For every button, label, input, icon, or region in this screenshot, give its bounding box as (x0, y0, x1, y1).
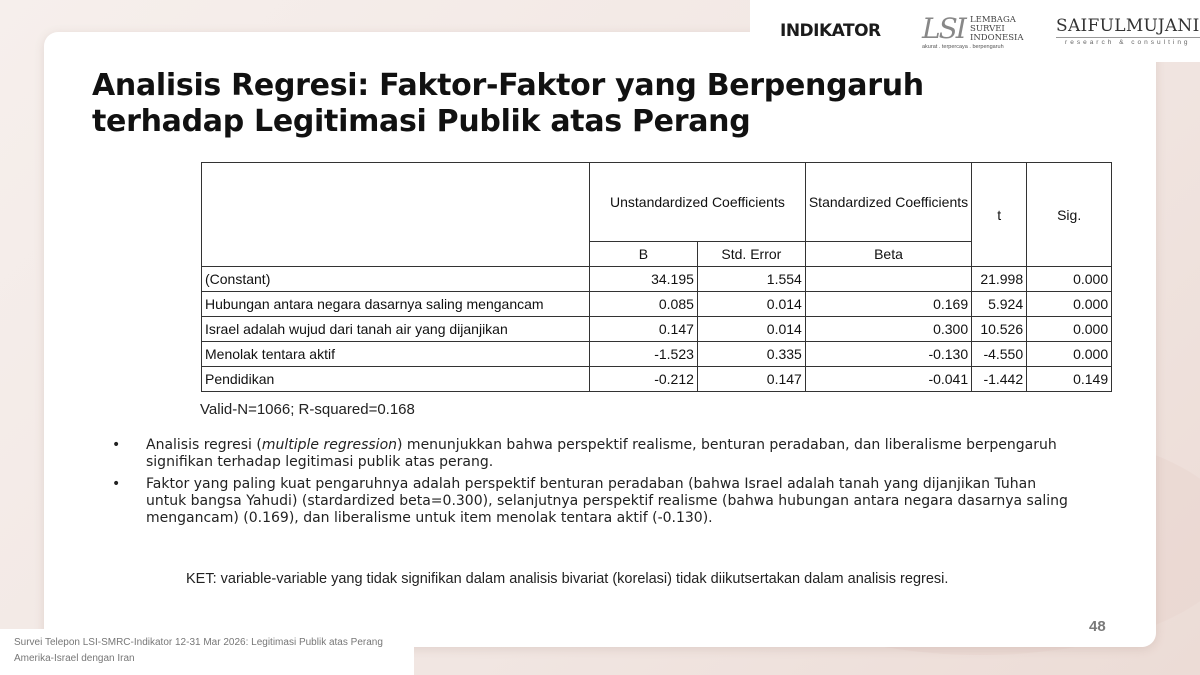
row-label: Israel adalah wujud dari tanah air yang dijanjikan (202, 317, 590, 342)
table-row (202, 367, 1112, 392)
cell-beta (805, 267, 971, 292)
cell-b: 0.085 (590, 292, 698, 317)
indikator-logo (780, 21, 881, 41)
lsi-logo-text: LEMBAGA SURVEI INDONESIA (970, 15, 1024, 43)
page-number: 48 (1089, 618, 1106, 635)
cell-std-error: 0.147 (697, 367, 805, 392)
footer (0, 629, 414, 675)
cell-b: 34.195 (590, 267, 698, 292)
cell-beta: 0.169 (805, 292, 971, 317)
cell-t: -1.442 (972, 367, 1027, 392)
bullet-item: • Analisis regresi (multiple regression) menunjukkan bahwa perspektif realisme, benturan peradaban, dan liberalisme berpengaruh signifikan terhadap legitimasi publik atas perang. (112, 437, 1057, 470)
table-row (202, 342, 1112, 367)
footer-text: Survei Telepon LSI-SMRC-Indikator 12-31 Mar 2026: Legitimasi Publik atas Perang Amerika-Israel dengan Iran (14, 637, 383, 664)
header-t: t (972, 163, 1027, 267)
row-label: (Constant) (202, 267, 590, 292)
cell-sig: 0.000 (1027, 292, 1112, 317)
header-std-error: Std. Error (697, 242, 805, 267)
slide-title: Analisis Regresi: Faktor-Faktor yang Berpengaruh terhadap Legitimasi Publik atas Perang (92, 68, 924, 139)
cell-beta: -0.130 (805, 342, 971, 367)
valid-n-note: Valid-N=1066; R-squared=0.168 (200, 401, 415, 418)
cell-sig: 0.000 (1027, 267, 1112, 292)
row-label: Hubungan antara negara dasarnya saling mengancam (202, 292, 590, 317)
smrc-logo (1056, 16, 1200, 46)
bullet-dot-icon: • (112, 476, 121, 492)
header-standardized: Standardized Coefficients (805, 163, 971, 242)
header-sig: Sig. (1027, 163, 1112, 267)
table-row (202, 317, 1112, 342)
lsi-logo-tagline: akurat . terpercaya . berpengaruh (922, 44, 1004, 50)
logo-bar (750, 0, 1200, 62)
bullet-list (112, 437, 1072, 532)
header-b: B (590, 242, 698, 267)
cell-std-error: 0.014 (697, 292, 805, 317)
smrc-logo-name: SAIFULMUJANI (1056, 16, 1200, 36)
table-row (202, 292, 1112, 317)
cell-sig: 0.000 (1027, 317, 1112, 342)
row-label: Menolak tentara aktif (202, 342, 590, 367)
cell-std-error: 0.335 (697, 342, 805, 367)
cell-beta: -0.041 (805, 367, 971, 392)
cell-t: 10.526 (972, 317, 1027, 342)
cell-std-error: 0.014 (697, 317, 805, 342)
emphasis-text: multiple regression (261, 437, 398, 453)
cell-t: 21.998 (972, 267, 1027, 292)
table-header-row (202, 163, 1112, 242)
bullet-item: • Faktor yang paling kuat pengaruhnya adalah perspektif benturan peradaban (bahwa Israel adalah tanah yang dijanjikan Tuhan untuk bangsa Yahudi) (stardardized beta=0.300), selanjutnya perspektif realisme (bahwa hubungan antara negara dasarnya saling mengancam) (0.169), dan liberalisme untuk item menolak tentara aktif (-0.130). (112, 476, 1068, 526)
cell-t: -4.550 (972, 342, 1027, 367)
cell-sig: 0.000 (1027, 342, 1112, 367)
cell-sig: 0.149 (1027, 367, 1112, 392)
header-unstandardized: Unstandardized Coefficients (590, 163, 806, 242)
indikator-logo-text: INDIKATOR (780, 21, 881, 41)
cell-b: -1.523 (590, 342, 698, 367)
cell-b: 0.147 (590, 317, 698, 342)
ket-note: KET: variable-variable yang tidak signifikan dalam analisis bivariat (korelasi) tidak diikutsertakan dalam analisis regresi. (186, 571, 949, 587)
cell-b: -0.212 (590, 367, 698, 392)
smrc-logo-sub: research & consulting (1056, 37, 1200, 46)
cell-std-error: 1.554 (697, 267, 805, 292)
header-blank-cell (202, 163, 590, 267)
row-label: Pendidikan (202, 367, 590, 392)
bullet-dot-icon: • (112, 437, 121, 453)
header-beta: Beta (805, 242, 971, 267)
table-row (202, 267, 1112, 292)
cell-t: 5.924 (972, 292, 1027, 317)
cell-beta: 0.300 (805, 317, 971, 342)
regression-table (201, 162, 1112, 392)
lsi-logo (922, 12, 1032, 52)
lsi-logo-mark: LSI (922, 12, 965, 45)
